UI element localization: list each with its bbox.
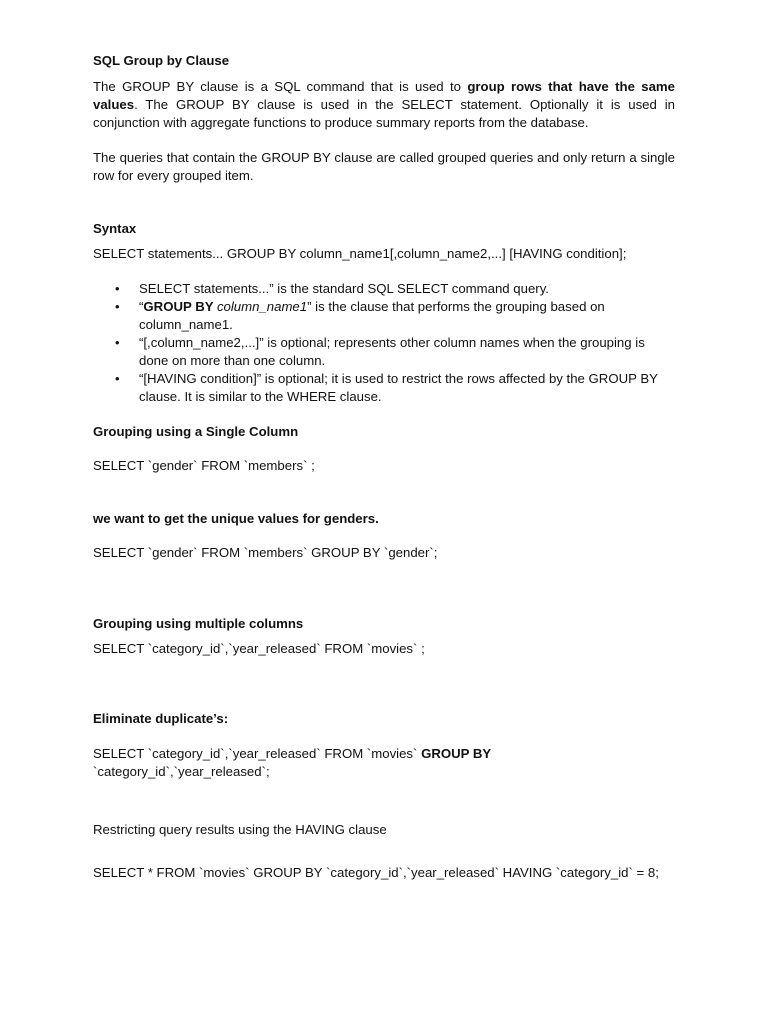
group-by-gender-query: SELECT `gender` FROM `members` GROUP BY `gender`;: [93, 545, 438, 560]
intro-text-b: . The GROUP BY clause is used in the SELECT statement. Optionally it is used in conjunction with aggregate functions to produce summary reports from the database.: [93, 97, 675, 130]
intro-paragraph: [93, 78, 675, 132]
eliminate-query-a: SELECT `category_id`,`year_released` FROM `movies`: [93, 746, 418, 761]
syntax-bullet-list: [93, 280, 675, 406]
grouped-queries-paragraph: The queries that contain the GROUP BY clause are called grouped queries and only return a single row for every grouped item.: [93, 150, 675, 183]
intro-text-a: The GROUP BY clause is a SQL command that is used to: [93, 79, 468, 94]
syntax-bullet-4: [93, 370, 675, 406]
single-column-query: SELECT `gender` FROM `members` ;: [93, 458, 315, 473]
eliminate-duplicates-query: [93, 745, 675, 781]
eliminate-query-b: `category_id`,`year_released`;: [93, 764, 270, 779]
syntax-heading: Syntax: [93, 221, 137, 236]
syntax-bullet-3: [93, 334, 675, 370]
intro-bold-phrase: group rows that have the same values: [93, 79, 675, 112]
bullet-2-text: ” is the clause that performs the grouping based on column_name1.: [139, 299, 605, 332]
syntax-bullet-2: [93, 298, 675, 334]
bullet-3-text: “[,column_name2,...]” is optional; represents other column names when the grouping is done on more than one column.: [139, 335, 645, 368]
bullet-2-italic: column_name1: [216, 299, 308, 314]
bullet-1-text: SELECT statements...” is the standard SQL SELECT command query.: [139, 281, 549, 296]
syntax-bullet-1: [93, 280, 675, 298]
multiple-columns-heading: Grouping using multiple columns: [93, 616, 304, 631]
bullet-4-text: “[HAVING condition]” is optional; it is used to restrict the rows affected by the GROUP BY clause. It is similar to the WHERE clause.: [139, 371, 658, 404]
document-title: SQL Group by Clause: [93, 53, 230, 68]
having-heading: Restricting query results using the HAVING clause: [93, 822, 387, 837]
syntax-statement: SELECT statements... GROUP BY column_name1[,column_name2,...] [HAVING condition];: [93, 246, 627, 261]
having-query: SELECT * FROM `movies` GROUP BY `category_id`,`year_released` HAVING `category_id` = 8;: [93, 865, 659, 880]
bullet-2-bold: GROUP BY: [143, 299, 217, 314]
unique-genders-note: we want to get the unique values for genders.: [93, 511, 379, 526]
single-column-heading: Grouping using a Single Column: [93, 424, 299, 439]
eliminate-duplicates-heading: Eliminate duplicate’s:: [93, 711, 229, 726]
bullet-2-open-quote: “: [139, 299, 144, 314]
multiple-columns-query: SELECT `category_id`,`year_released` FROM `movies` ;: [93, 641, 425, 656]
eliminate-query-bold: GROUP BY: [417, 746, 492, 761]
